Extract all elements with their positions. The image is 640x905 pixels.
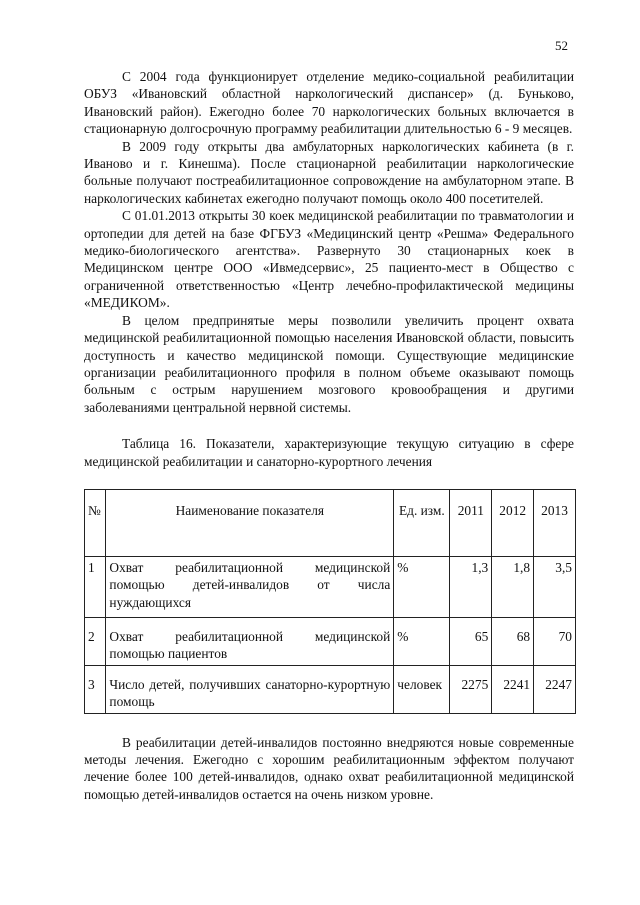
- page-number: 52: [555, 38, 568, 53]
- row-value-2012: 2241: [492, 665, 534, 713]
- paragraph-beds-opened: С 01.01.2013 открыты 30 коек медицинской реабилитации по травматологии и ортопедии для детей на базе ФГБУЗ «Медицинский центр «Решма» Федерального медико-биологического агентства». Развернуто 30 стационарных коек в Медицинском центре ООО «Ивмедсервис», 25 пациенто-мест в Общество с ограниченной ответственностью «Центр лечебно-профилактической медицины «МЕДИКОМ».: [84, 208, 574, 311]
- row-value-2011: 2275: [450, 665, 492, 713]
- row-value-2011: 1,3: [450, 556, 492, 617]
- paragraph-ambulatory-offices: В 2009 году открыты два амбулаторных наркологических кабинета (в г. Иваново и г. Кинешма). После стационарной реабилитации наркологические больные получают постреабилитационное сопровождение на амбулаторном этапе. В наркологических кабинетах ежегодно получают помощь около 400 посетителей.: [84, 138, 574, 206]
- row-unit: %: [394, 617, 450, 665]
- paragraph-rehab-department: С 2004 года функционирует отделение медико-социальной реабилитации ОБУЗ «Ивановский областной наркологический диспансер» (д. Буньково, Ивановский район). Ежегодно более 70 наркологических больных включается в стационарную долгосрочную программу реабилитации длительностью 6 - 9 месяцев.: [84, 69, 574, 137]
- paragraph-disabled-children: В реабилитации детей-инвалидов постоянно внедряются новые современные методы лечения. Ежегодно с хорошим реабилитационным эффектом получают лечение более 100 детей-инвалидов, однако охват реабилитационной медицинской помощью детей-инвалидов остается на очень низком уровне.: [84, 734, 574, 802]
- header-unit: Ед. изм.: [394, 489, 450, 556]
- row-unit: %: [394, 556, 450, 617]
- row-value-2012: 68: [492, 617, 534, 665]
- row-value-2013: 3,5: [534, 556, 576, 617]
- row-indicator-name: Охват реабилитационной медицинской помощью детей-инвалидов от числа нуждающихся: [106, 556, 394, 617]
- header-year-2012: 2012: [492, 489, 534, 556]
- table-row: [85, 617, 576, 665]
- row-number: 2: [85, 617, 106, 665]
- header-year-2013: 2013: [534, 489, 576, 556]
- table-row: [85, 556, 576, 617]
- indicators-table: [84, 489, 576, 714]
- paragraph-measures-summary: В целом предпринятые меры позволили увеличить процент охвата медицинской реабилитационной помощью населения Ивановской области, повысить доступность и качество медицинской помощи. Существующие медицинские организации реабилитационного профиля в полном объеме оказывают помощь больным с острым нарушением мозгового кровообращения и другими заболеваниями центральной нервной системы.: [84, 312, 574, 415]
- table-caption: Таблица 16. Показатели, характеризующие текущую ситуацию в сфере медицинской реабилитации и санаторно-курортного лечения: [84, 436, 574, 469]
- header-indicator-name: Наименование показателя: [106, 489, 394, 556]
- table-header-row: [85, 489, 576, 556]
- document-body: [84, 68, 574, 803]
- row-value-2013: 70: [534, 617, 576, 665]
- row-indicator-name: Число детей, получивших санаторно-курортную помощь: [106, 665, 394, 713]
- row-value-2013: 2247: [534, 665, 576, 713]
- header-year-2011: 2011: [450, 489, 492, 556]
- table-row: [85, 665, 576, 713]
- row-indicator-name: Охват реабилитационной медицинской помощью пациентов: [106, 617, 394, 665]
- row-number: 1: [85, 556, 106, 617]
- row-number: 3: [85, 665, 106, 713]
- row-value-2012: 1,8: [492, 556, 534, 617]
- header-number: №: [85, 489, 106, 556]
- row-value-2011: 65: [450, 617, 492, 665]
- row-unit: человек: [394, 665, 450, 713]
